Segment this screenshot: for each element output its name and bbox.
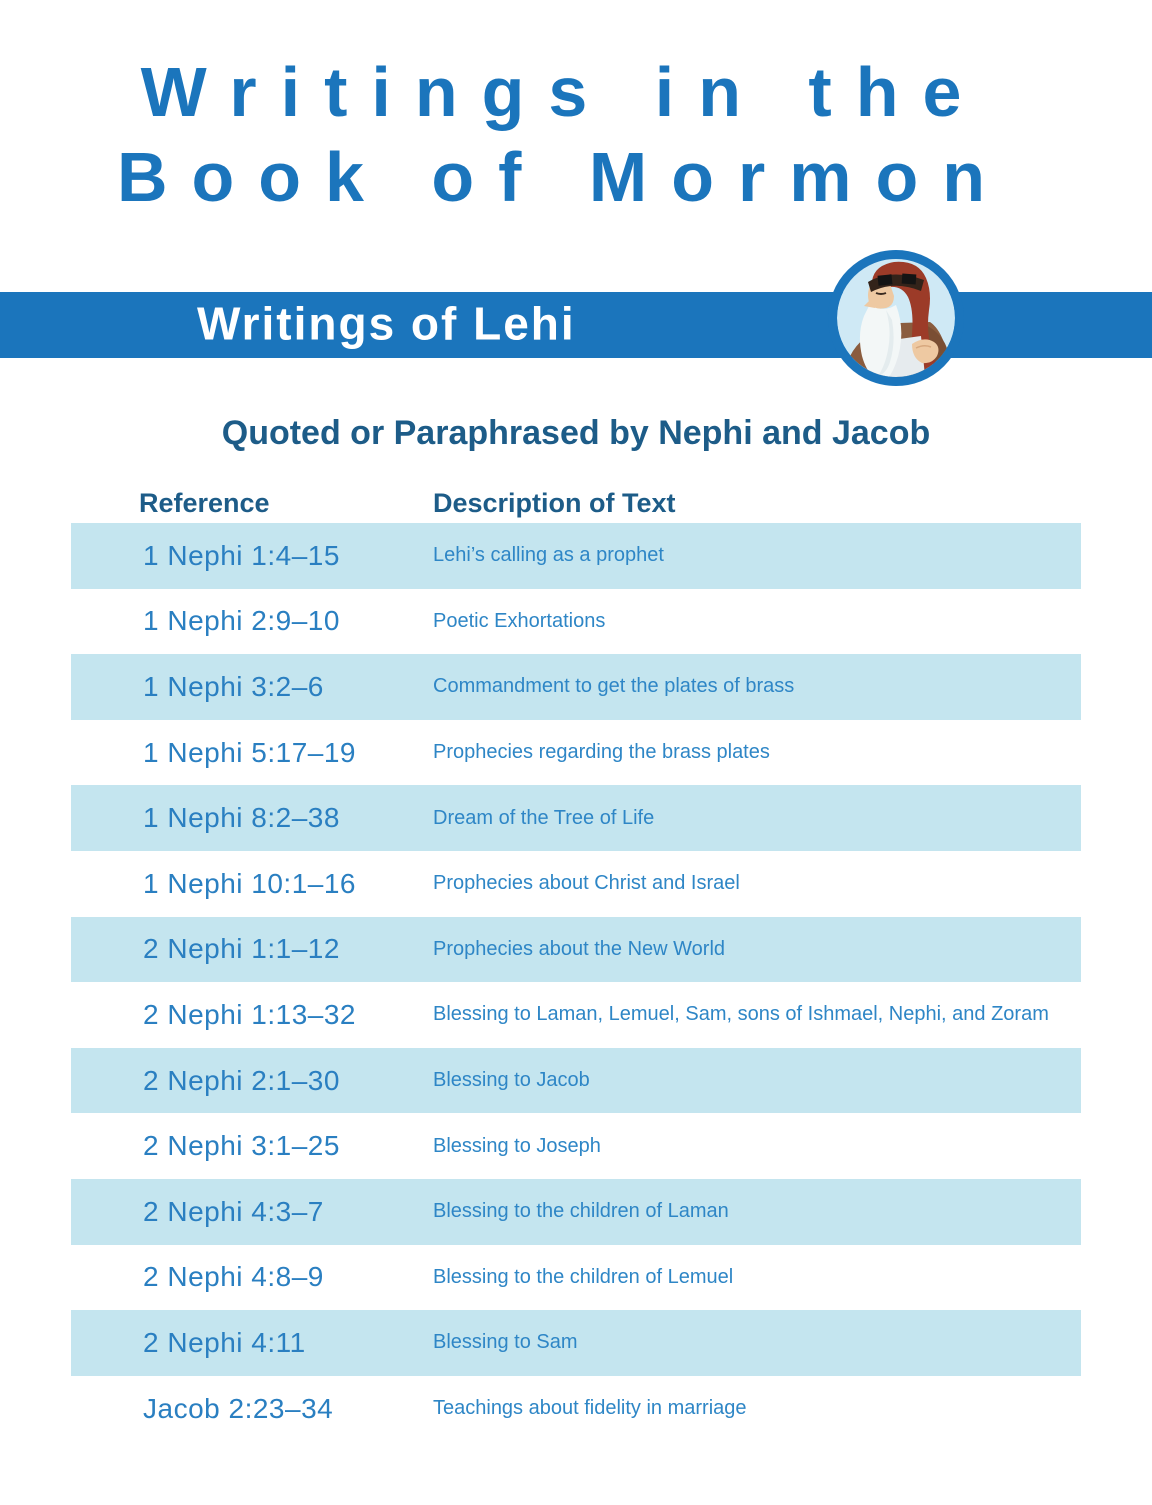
row-description: Blessing to Laman, Lemuel, Sam, sons of Ishmael, Nephi, and Zoram xyxy=(433,1003,1049,1026)
column-header-description: Description of Text xyxy=(433,488,676,518)
row-reference: 1 Nephi 8:2–38 xyxy=(143,802,340,834)
section-subtitle: Quoted or Paraphrased by Nephi and Jacob xyxy=(221,414,931,452)
banner-title: Writings of Lehi xyxy=(197,297,576,350)
row-reference: 1 Nephi 2:9–10 xyxy=(143,605,340,637)
row-description: Poetic Exhortations xyxy=(433,609,606,632)
row-reference: 2 Nephi 4:8–9 xyxy=(143,1261,324,1293)
table-row xyxy=(71,785,1081,851)
table-row xyxy=(71,1310,1081,1376)
row-description: Blessing to Joseph xyxy=(433,1134,601,1157)
table-row xyxy=(71,654,1081,720)
row-reference: 2 Nephi 4:3–7 xyxy=(143,1195,324,1227)
table-row xyxy=(71,1376,1081,1442)
table-row xyxy=(71,982,1081,1048)
row-reference: 2 Nephi 4:11 xyxy=(143,1326,306,1358)
row-reference: 2 Nephi 2:1–30 xyxy=(143,1064,340,1096)
row-description: Dream of the Tree of Life xyxy=(433,806,655,829)
row-description: Prophecies regarding the brass plates xyxy=(433,741,770,764)
table-row xyxy=(71,1113,1081,1179)
row-reference: 2 Nephi 3:1–25 xyxy=(143,1130,340,1162)
row-description: Blessing to Jacob xyxy=(433,1069,590,1092)
row-description: Blessing to the children of Lemuel xyxy=(433,1265,734,1288)
table-row xyxy=(71,1245,1081,1311)
lehi-portrait-icon xyxy=(828,250,964,386)
page-title-line-1: Writings in the xyxy=(140,53,986,131)
table-row xyxy=(71,523,1081,589)
row-description: Teachings about fidelity in marriage xyxy=(433,1397,747,1420)
row-description: Blessing to Sam xyxy=(433,1331,578,1354)
table-row xyxy=(71,720,1081,786)
table-row xyxy=(71,1048,1081,1114)
column-header-reference: Reference xyxy=(139,488,270,518)
table-row xyxy=(71,851,1081,917)
section-banner xyxy=(0,292,1152,358)
row-reference: 1 Nephi 1:4–15 xyxy=(143,539,340,571)
table-row xyxy=(71,1179,1081,1245)
table-row xyxy=(71,917,1081,983)
row-reference: 1 Nephi 5:17–19 xyxy=(143,736,357,768)
row-description: Blessing to the children of Laman xyxy=(433,1200,729,1223)
row-reference: 1 Nephi 10:1–16 xyxy=(143,867,357,899)
page-title-line-2: Book of Mormon xyxy=(116,138,1010,216)
row-description: Commandment to get the plates of brass xyxy=(433,675,795,698)
table-body xyxy=(71,523,1081,1441)
row-reference: 2 Nephi 1:13–32 xyxy=(143,998,357,1030)
row-reference: 1 Nephi 3:2–6 xyxy=(143,670,324,702)
page-title xyxy=(0,50,1139,220)
row-reference: 2 Nephi 1:1–12 xyxy=(143,933,340,965)
row-description: Lehi’s calling as a prophet xyxy=(433,544,664,567)
row-description: Prophecies about the New World xyxy=(433,937,726,960)
row-reference: Jacob 2:23–34 xyxy=(143,1392,334,1424)
table-row xyxy=(71,589,1081,655)
row-description: Prophecies about Christ and Israel xyxy=(433,872,740,895)
